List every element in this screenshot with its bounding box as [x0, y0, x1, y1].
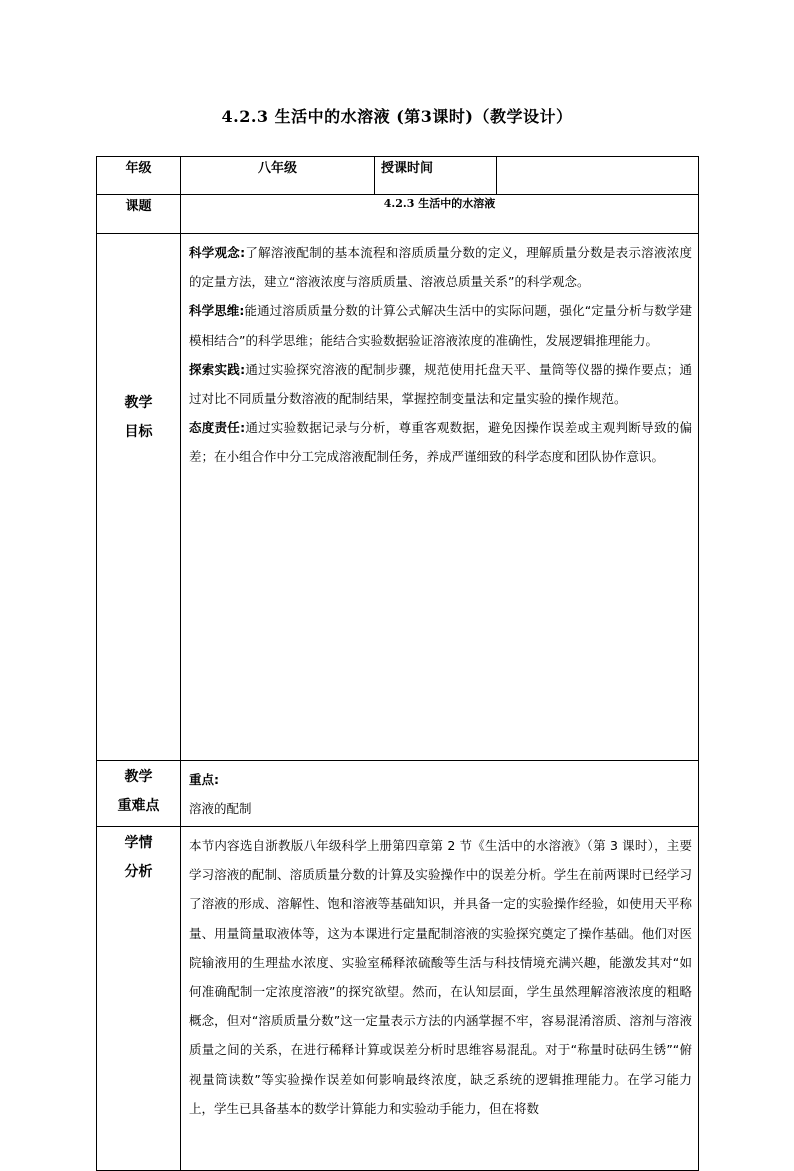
- objectives-label-line1: 教学: [124, 395, 153, 411]
- key-points-label-line1: 教学: [124, 769, 153, 785]
- objective-text: 能通过溶质质量分数的计算公式解决生活中的实际问题，强化“定量分析与数学建模相结合”的科学思维；能结合实验数据验证溶液浓度的准确性，发展逻辑推理能力。: [189, 303, 692, 348]
- objective-item: [189, 296, 692, 354]
- grade-label: 年级: [97, 157, 181, 195]
- document-title: 4.2.3 生活中的水溶液 (第3课时)（教学设计）: [221, 107, 573, 126]
- objectives-label: [97, 234, 181, 761]
- topic-value: 4.2.3 生活中的水溶液: [181, 195, 699, 234]
- time-label: 授课时间: [375, 157, 497, 195]
- key-points-row: [97, 761, 699, 827]
- grade-value: 八年级: [181, 157, 375, 195]
- objective-item: [189, 238, 692, 296]
- objectives-row: [97, 234, 699, 761]
- analysis-content: [181, 827, 699, 1171]
- objective-item: [189, 413, 692, 471]
- key-points-content: [181, 761, 699, 827]
- objectives-label-line2: 目标: [124, 424, 153, 440]
- key-points-heading: 重点:: [189, 772, 219, 787]
- objective-item: [189, 355, 692, 413]
- analysis-row: [97, 827, 699, 1171]
- grade-row: [97, 157, 699, 195]
- objective-heading: 探索实践:: [189, 361, 246, 377]
- time-value: [497, 157, 699, 195]
- objective-text: 了解溶液配制的基本流程和溶质质量分数的定义，理解质量分数是表示溶液浓度的定量方法，建立“溶液浓度与溶质质量、溶液总质量关系”的科学观念。: [189, 245, 692, 290]
- objective-text: 通过实验探究溶液的配制步骤，规范使用托盘天平、量筒等仪器的操作要点；通过对比不同质量分数溶液的配制结果，掌握控制变量法和定量实验的操作规范。: [189, 361, 692, 407]
- objective-text: 通过实验数据记录与分析，尊重客观数据，避免因操作误差或主观判断导致的偏差；在小组合作中分工完成溶液配制任务，养成严谨细致的科学态度和团队协作意识。: [189, 420, 692, 465]
- topic-label: 课题: [97, 195, 181, 234]
- lesson-plan-table: [96, 156, 699, 1171]
- objective-heading: 科学思维:: [189, 303, 245, 319]
- topic-row: [97, 195, 699, 234]
- analysis-text: 本节内容选自浙教版八年级科学上册第四章第 2 节《生活中的水溶液》（第 3 课时），主要学习溶液的配制、溶质质量分数的计算及实验操作中的误差分析。学生在前两课时已经学习了溶液的形成、溶解性、饱和溶液等基础知识，并具备一定的实验操作经验，如使用天平称量、用量筒量取液体等，这为本课进行定量配制溶液的实验探究奠定了操作基础。他们对医院输液用的生理盐水浓度、实验室稀释浓硫酸等生活与科技情境充满兴趣，能激发其对“如何准确配制一定浓度溶液”的探究欲望。然而，在认知层面，学生虽然理解溶液浓度的粗略概念，但对“溶质质量分数”这一定量表示方法的内涵掌握不牢，容易混淆溶质、溶剂与溶液质量之间的关系，在进行稀释计算或误差分析时思维容易混乱。对于“称量时砝码生锈”“俯视量筒读数”等实验操作误差如何影响最终浓度，缺乏系统的逻辑推理能力。在学习能力上，学生已具备基本的数学计算能力和实验动手能力，但在将数: [189, 838, 692, 1116]
- key-points-label: [97, 761, 181, 827]
- analysis-label: [97, 827, 181, 1171]
- key-points-text: 溶液的配制: [189, 801, 252, 817]
- objective-heading: 科学观念:: [189, 245, 246, 260]
- key-points-label-line2: 重难点: [117, 798, 160, 814]
- analysis-label-line1: 学情: [124, 835, 153, 851]
- analysis-label-line2: 分析: [124, 864, 153, 880]
- objectives-content: [181, 234, 699, 761]
- objective-heading: 态度责任:: [189, 420, 246, 436]
